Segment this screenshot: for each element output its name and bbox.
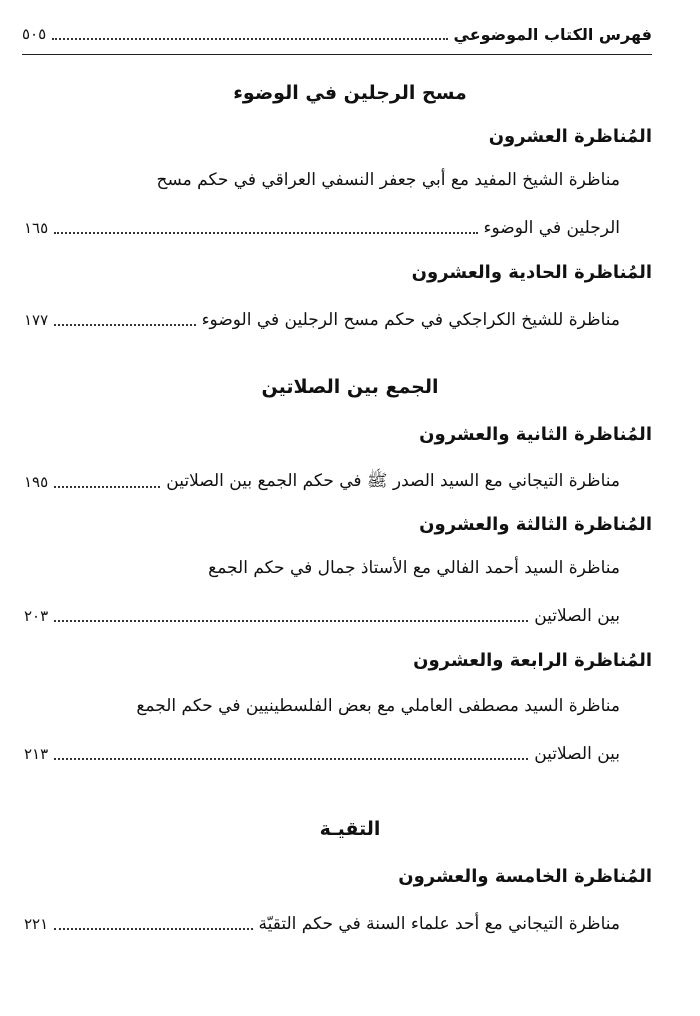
entry-page-number: ٢٠٣ — [24, 607, 49, 625]
debate-heading: المُناظرة الثانية والعشرون — [419, 424, 652, 445]
header-page-number: ٥٠٥ — [22, 25, 47, 43]
leader-dots — [54, 758, 528, 760]
leader-dots — [54, 232, 477, 234]
header-row — [22, 18, 652, 50]
debate-heading: المُناظرة الحادية والعشرون — [411, 262, 652, 283]
toc-entry[interactable] — [24, 908, 620, 940]
entry-line: مناظرة السيد أحمد الفالي مع الأستاذ جمال في حكم الجمع — [208, 558, 620, 578]
section-title: الجمع بين الصلاتين — [261, 376, 439, 398]
section-title: التقيـة — [319, 818, 381, 840]
section-title: مسح الرجلين في الوضوء — [233, 82, 467, 104]
toc-entry[interactable] — [24, 600, 620, 632]
entry-page-number: ٢٢١ — [24, 915, 49, 933]
entry-title: بين الصلاتين — [534, 744, 620, 764]
entry-title: بين الصلاتين — [534, 606, 620, 626]
debate-heading: المُناظرة الخامسة والعشرون — [398, 866, 652, 887]
debate-heading: المُناظرة العشرون — [488, 126, 652, 147]
debate-heading: المُناظرة الثالثة والعشرون — [419, 514, 652, 535]
entry-page-number: ١٧٧ — [24, 311, 49, 329]
entry-title: مناظرة التيجاني مع السيد الصدر ﷺ في حكم الجمع بين الصلاتين — [166, 470, 620, 491]
entry-page-number: ١٩٥ — [24, 473, 49, 491]
toc-entry[interactable] — [24, 212, 620, 244]
toc-entry[interactable] — [24, 738, 620, 770]
leader-dots — [54, 928, 252, 930]
header-title: فهرس الكتاب الموضوعي — [453, 24, 652, 44]
entry-title: مناظرة التيجاني مع أحد علماء السنة في حكم التقيّة — [258, 914, 620, 934]
toc-entry[interactable] — [24, 466, 620, 498]
entry-title: الرجلين في الوضوء — [483, 218, 620, 238]
entry-page-number: ٢١٣ — [24, 745, 49, 763]
entry-line: مناظرة الشيخ المفيد مع أبي جعفر النسفي العراقي في حكم مسح — [156, 170, 620, 190]
toc-entry[interactable] — [24, 304, 620, 336]
debate-heading: المُناظرة الرابعة والعشرون — [413, 650, 652, 671]
leader-dots — [54, 486, 160, 488]
leader-dots — [54, 620, 528, 622]
page-header — [22, 14, 652, 55]
header-leader-dots — [52, 38, 447, 40]
leader-dots — [54, 324, 195, 326]
entry-title: مناظرة للشيخ الكراجكي في حكم مسح الرجلين في الوضوء — [201, 310, 620, 330]
entry-line: مناظرة السيد مصطفى العاملي مع بعض الفلسطينيين في حكم الجمع — [136, 696, 620, 716]
entry-page-number: ١٦٥ — [24, 219, 49, 237]
